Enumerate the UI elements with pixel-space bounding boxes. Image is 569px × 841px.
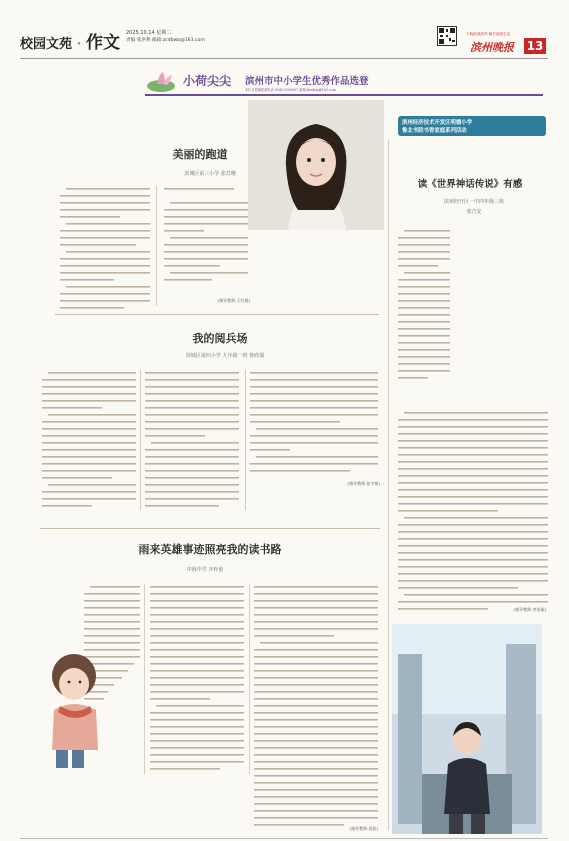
article-2-body-col3 bbox=[250, 370, 378, 480]
article-1-body-col2 bbox=[164, 186, 248, 296]
article-4-body-col2 bbox=[150, 584, 244, 774]
text-lines bbox=[42, 370, 136, 510]
qr-caption: 下载滨滨滨州 畅享滨滨生活 bbox=[466, 32, 511, 36]
issue-date: 2025.10.14 星期二 bbox=[126, 30, 172, 36]
article-3-teacher: (指导教师:李伯丽) bbox=[513, 607, 546, 612]
portrait-boy bbox=[392, 624, 542, 834]
lotus-icon bbox=[145, 70, 183, 94]
text-lines bbox=[398, 228, 450, 408]
tag-line-1: 滨州经济技术开发区明德小学 bbox=[402, 120, 473, 126]
article-2-byline: 滨城区第四小学 九年级一班 鲁欣瑞 bbox=[185, 353, 265, 359]
article-3-body-col2 bbox=[398, 410, 548, 620]
banner-subtitle: 滨州市中小学生优秀作品选登 bbox=[245, 76, 369, 87]
article-1-body-col1 bbox=[60, 186, 150, 310]
text-lines bbox=[145, 370, 239, 510]
column-divider bbox=[245, 370, 246, 510]
article-2-body-col2 bbox=[145, 370, 239, 510]
child-reading-illustration bbox=[40, 640, 120, 770]
section-rule bbox=[55, 314, 379, 315]
banner-title: 小荷尖尖 bbox=[183, 74, 232, 88]
column-divider bbox=[249, 584, 250, 774]
masthead bbox=[0, 0, 569, 60]
section-label: 校园文苑 · 作文 bbox=[20, 33, 121, 53]
section-big: 作文 bbox=[86, 33, 121, 53]
logo-text: 滨州晚报 bbox=[470, 41, 514, 54]
article-4-teacher: (指导教师:郭佳) bbox=[349, 826, 378, 831]
editor-line: 责编:张洪利 邮箱:zcdbwb@163.com bbox=[126, 38, 205, 43]
text-lines bbox=[150, 584, 244, 774]
text-lines bbox=[398, 410, 548, 620]
text-lines bbox=[60, 186, 150, 310]
header-rule bbox=[20, 58, 548, 59]
column-divider bbox=[144, 584, 145, 774]
article-3-byline: 滨州经开区一中四年级三班 bbox=[443, 199, 504, 205]
activity-tag bbox=[398, 116, 546, 136]
article-1-teacher: (指导教师:王红霞) bbox=[217, 298, 250, 303]
article-2-title: 我的阅兵场 bbox=[192, 332, 248, 345]
text-lines bbox=[254, 584, 378, 834]
article-3-author: 张吉安 bbox=[466, 209, 482, 215]
right-column-divider bbox=[388, 140, 389, 830]
article-1-byline: 滨城区第三小学 张苏珊 bbox=[184, 171, 236, 177]
newspaper-logo bbox=[470, 39, 514, 55]
article-2-body-col1 bbox=[42, 370, 136, 510]
column-banner bbox=[145, 70, 543, 96]
article-4-body-col3 bbox=[254, 584, 378, 834]
column-divider bbox=[140, 370, 141, 510]
tag-line-2: 鲁北书院书香家庭系列活动 bbox=[402, 128, 467, 134]
page-number bbox=[524, 38, 546, 54]
article-2-teacher: (指导教师:张宇敏) bbox=[347, 481, 380, 486]
qr-code-icon bbox=[437, 26, 457, 46]
text-lines bbox=[164, 186, 248, 296]
article-3-title: 读《世界神话传说》有感 bbox=[417, 179, 523, 190]
page-number-text: 13 bbox=[526, 39, 544, 53]
article-4-title: 雨来英雄事迹照亮我的读书路 bbox=[138, 543, 282, 556]
banner-contact: 本栏目投稿联系电话:0543-3165657 邮箱:bzwbxy@163.com bbox=[245, 88, 336, 92]
section-name: 校园文苑 bbox=[20, 37, 73, 52]
section-rule bbox=[40, 528, 380, 529]
article-4-byline: 中海中学 齐梓童 bbox=[186, 567, 224, 573]
footer-rule bbox=[20, 838, 548, 839]
text-lines bbox=[250, 370, 378, 480]
article-1-title: 美丽的跑道 bbox=[172, 148, 228, 161]
portrait-girl bbox=[248, 100, 384, 230]
column-divider bbox=[156, 186, 157, 306]
article-3-body-col1 bbox=[398, 228, 450, 408]
